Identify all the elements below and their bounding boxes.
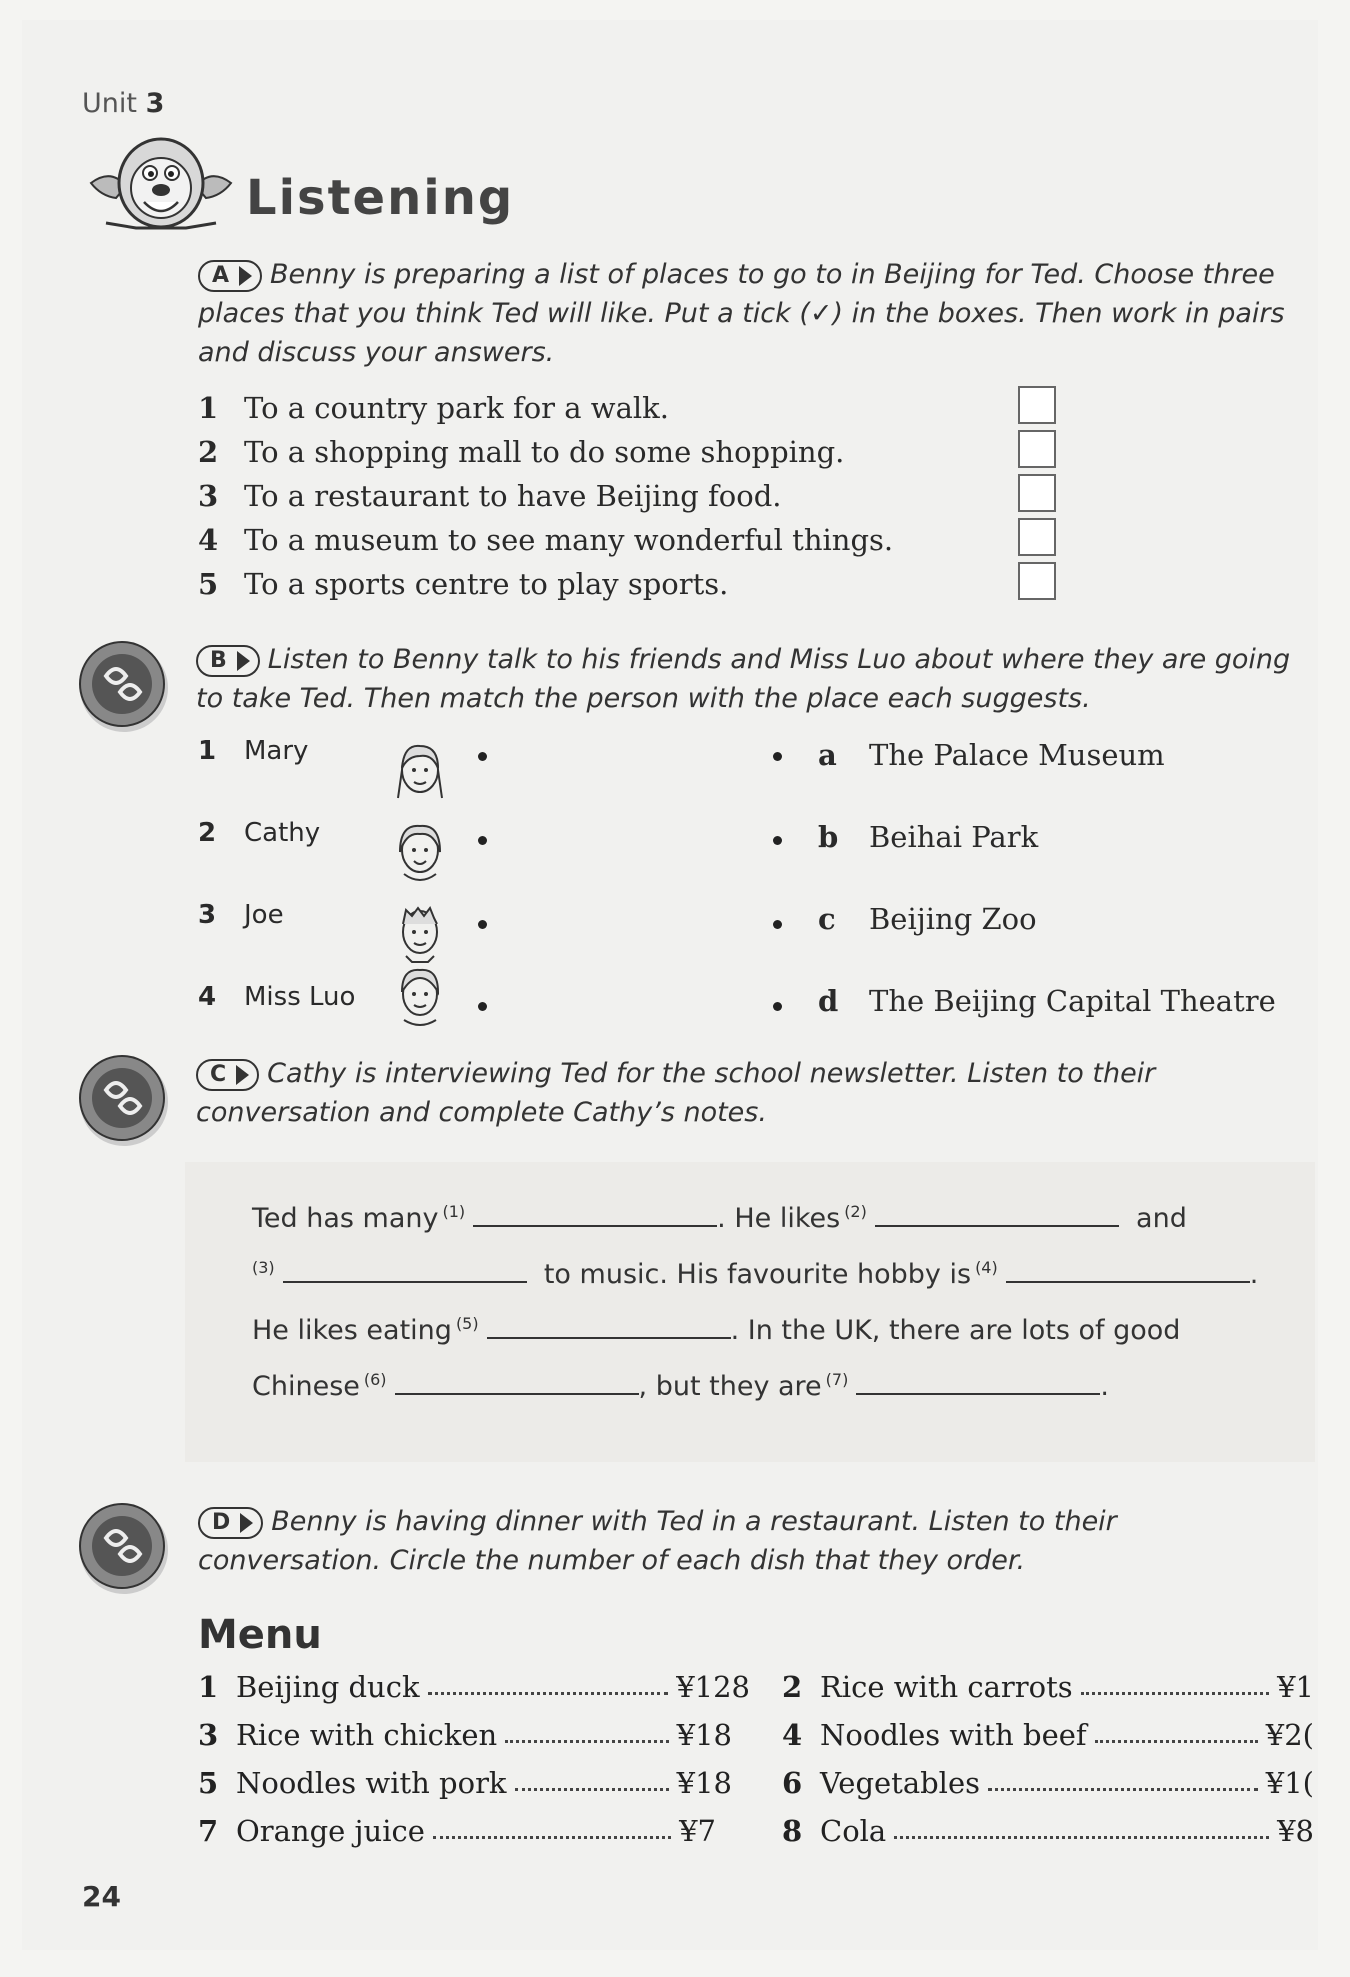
play-icon (237, 651, 250, 671)
section-a-list (198, 386, 1078, 606)
menu-item[interactable]: 2 Rice with carrots ¥1 (782, 1670, 1314, 1704)
match-dot-left[interactable] (478, 836, 487, 845)
menu-item[interactable]: 5 Noodles with pork ¥18 (198, 1766, 732, 1800)
tick-box[interactable] (1018, 386, 1056, 424)
section-c-audio-badge[interactable]: C (196, 1059, 259, 1091)
notes-line-2: $^{(3)}$ to music. His favourite hobby is $^{(4)}$ . (252, 1258, 1259, 1290)
tick-box[interactable] (1018, 518, 1056, 556)
audio-cd-icon (76, 638, 172, 734)
match-dot-left[interactable] (478, 752, 487, 761)
list-item: 2 To a shopping mall to do some shopping. (198, 435, 845, 469)
page-number: 24 (82, 1880, 121, 1913)
page-title: Listening (246, 170, 515, 226)
menu-item[interactable]: 4 Noodles with beef ¥2( (782, 1718, 1314, 1752)
audio-cd-icon (76, 1500, 172, 1596)
person-1: 1 Mary (198, 736, 309, 766)
section-d-audio-badge[interactable]: D (198, 1507, 263, 1539)
menu-item[interactable]: 6 Vegetables ¥1( (782, 1766, 1314, 1800)
blank-2-field[interactable] (875, 1225, 1119, 1227)
listening-mascot-icon (86, 128, 236, 240)
joe-portrait-icon (390, 900, 450, 968)
menu-title: Menu (198, 1612, 322, 1658)
match-dot-left[interactable] (478, 1002, 487, 1011)
blank-3-field[interactable] (283, 1281, 527, 1283)
tick-box[interactable] (1018, 474, 1056, 512)
person-3: 3 Joe (198, 900, 284, 930)
section-a-audio-badge[interactable]: A (198, 260, 262, 292)
place-d: d The Beijing Capital Theatre (818, 984, 1276, 1018)
blank-1-field[interactable] (473, 1225, 717, 1227)
menu-item[interactable]: 7 Orange juice ¥7 (198, 1814, 716, 1848)
notes-line-3: He likes eating $^{(5)}$ . In the UK, there are lots of good (252, 1314, 1181, 1346)
audio-cd-icon (76, 1052, 172, 1148)
section-b-instruction: B Listen to Benny talk to his friends and Miss Luo about where they are going to take Ted. Then match the person with the place each suggests. (196, 644, 1291, 714)
list-item: 3 To a restaurant to have Beijing food. (198, 479, 782, 513)
menu-item[interactable]: 8 Cola ¥8 (782, 1814, 1314, 1848)
match-dot-right[interactable] (773, 752, 782, 761)
match-dot-right[interactable] (773, 1002, 782, 1011)
blank-4-field[interactable] (1006, 1281, 1250, 1283)
match-dot-left[interactable] (478, 920, 487, 929)
blank-5-field[interactable] (487, 1337, 731, 1339)
section-c-instruction: C Cathy is interviewing Ted for the school newsletter. Listen to their conversation and complete Cathy’s notes. (196, 1058, 1156, 1128)
play-icon (239, 266, 252, 286)
notes-line-1: Ted has many $^{(1)}$ . He likes $^{(2)}$ and (252, 1202, 1187, 1234)
list-item: 5 To a sports centre to play sports. (198, 567, 729, 601)
blank-7-field[interactable] (856, 1393, 1100, 1395)
blank-6-field[interactable] (395, 1393, 639, 1395)
play-icon (236, 1065, 249, 1085)
tick-box[interactable] (1018, 430, 1056, 468)
list-item: 1 To a country park for a walk. (198, 391, 669, 425)
place-a: a The Palace Museum (818, 738, 1165, 772)
unit-label: Unit 3 (82, 88, 165, 119)
cathy-portrait-icon (390, 820, 450, 888)
place-b: b Beihai Park (818, 820, 1039, 854)
mary-portrait-icon (390, 740, 450, 808)
place-c: c Beijing Zoo (818, 902, 1037, 936)
match-dot-right[interactable] (773, 920, 782, 929)
miss-luo-portrait-icon (390, 962, 450, 1030)
person-2: 2 Cathy (198, 818, 321, 848)
person-4: 4 Miss Luo (198, 982, 356, 1012)
play-icon (240, 1513, 253, 1533)
section-d-instruction: D Benny is having dinner with Ted in a restaurant. Listen to their conversation. Circle the number of each dish that they order. (198, 1506, 1117, 1576)
menu-item[interactable]: 3 Rice with chicken ¥18 (198, 1718, 732, 1752)
notes-line-4: Chinese $^{(6)}$ , but they are $^{(7)}$ . (252, 1370, 1109, 1402)
tick-box[interactable] (1018, 562, 1056, 600)
section-a-instruction: A Benny is preparing a list of places to go to in Beijing for Ted. Choose three places that you think Ted will like. Put a tick (✓) in the boxes. Then work in pairs and discuss your answers. (198, 259, 1285, 368)
list-item: 4 To a museum to see many wonderful things. (198, 523, 894, 557)
match-dot-right[interactable] (773, 836, 782, 845)
section-b-audio-badge[interactable]: B (196, 645, 260, 677)
menu-item[interactable]: 1 Beijing duck ¥128 (198, 1670, 750, 1704)
unit-number: 3 (145, 88, 165, 119)
